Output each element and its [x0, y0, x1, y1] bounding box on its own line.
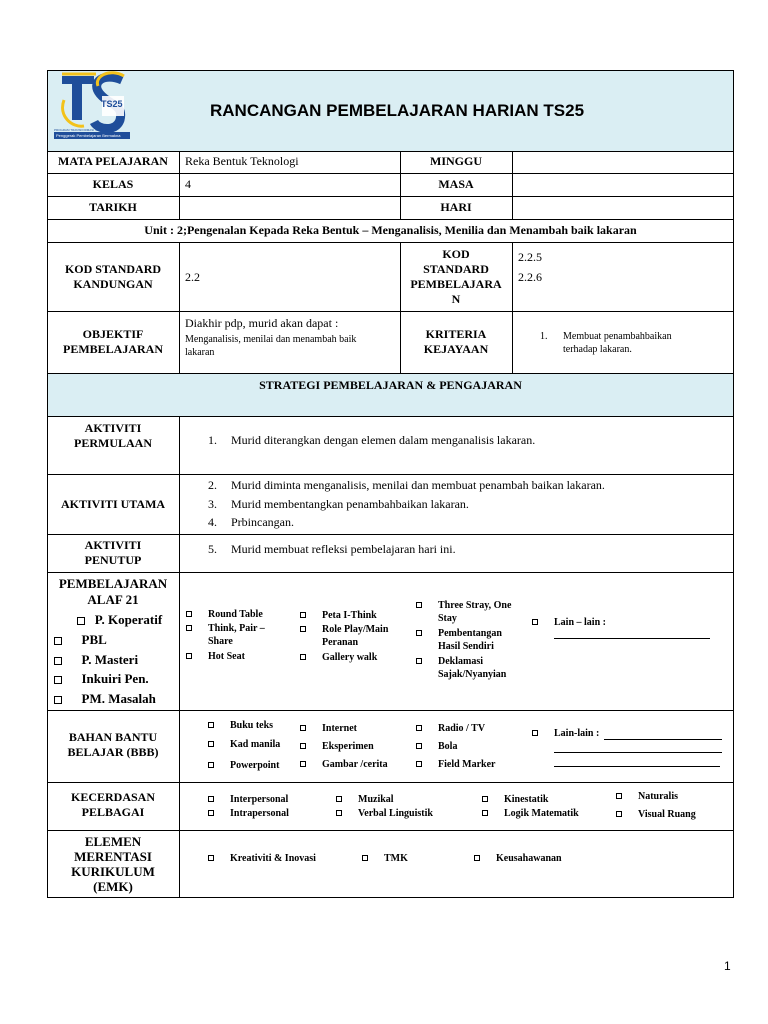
page-number: 1 [724, 959, 731, 973]
checkbox-icon[interactable] [54, 696, 62, 704]
objektif-line-1: Menganalisis, menilai dan menambah baik [185, 334, 357, 345]
bbb-label: BAHAN BANTU BELAJAR (BBB) [67, 730, 159, 759]
checkbox-icon[interactable] [186, 611, 192, 617]
checkbox-icon[interactable] [300, 654, 306, 660]
checkbox-icon[interactable] [208, 722, 214, 728]
checkbox-icon[interactable] [300, 743, 306, 749]
hari-label: HARI [440, 200, 472, 214]
checkbox-icon[interactable] [208, 762, 214, 768]
checkbox-icon[interactable] [416, 658, 422, 664]
kod-standard-kandungan-label: KOD STANDARD KANDUNGAN [64, 262, 162, 291]
checkbox-icon[interactable] [208, 855, 214, 861]
checkbox-icon[interactable] [482, 796, 488, 802]
aktiviti-utama-label: AKTIVITI UTAMA [60, 497, 166, 511]
checkbox-icon[interactable] [482, 810, 488, 816]
checkbox-icon[interactable] [54, 657, 62, 665]
checkbox-icon[interactable] [77, 617, 85, 625]
aktiviti-utama-num-4: 4. [208, 515, 217, 529]
checkbox-icon[interactable] [336, 796, 342, 802]
alaf21-item-inkuiri[interactable]: Inkuiri Pen. [54, 671, 149, 687]
kelas-value: 4 [185, 177, 191, 191]
alaf21-label: PEMBELAJARAN ALAF 21 [58, 576, 168, 607]
objektif-line-2: lakaran [185, 347, 215, 358]
kecerdasan-label: KECERDASAN PELBAGAI [70, 790, 155, 819]
checkbox-icon[interactable] [300, 612, 306, 618]
lain-lain-alaf21-line[interactable] [554, 638, 710, 639]
emk-label: ELEMEN MERENTASI KURIKULUM (EMK) [71, 834, 155, 894]
alaf21-item-masteri[interactable]: P. Masteri [54, 652, 138, 668]
alaf21-item-koperatif[interactable]: P. Koperatif [77, 612, 162, 628]
checkbox-icon[interactable] [54, 637, 62, 645]
checkbox-icon[interactable] [186, 625, 192, 631]
checkbox-icon[interactable] [416, 725, 422, 731]
strategi-title: STRATEGI PEMBELAJARAN & PENGAJARAN [259, 378, 522, 392]
aktiviti-utama-num-2: 2. [208, 478, 217, 492]
tarikh-label: TARIKH [89, 200, 137, 214]
checkbox-icon[interactable] [616, 793, 622, 799]
objektif-label: OBJEKTIF PEMBELAJARAN [62, 327, 163, 356]
alaf21-item-pbl[interactable]: PBL [54, 632, 107, 648]
aktiviti-utama-text-4: Prbincangan. [231, 515, 294, 529]
kod-standard-pembelajaran-label: KOD STANDARD PEMBELAJARA N [410, 247, 502, 306]
aktiviti-penutup-label: AKTIVITI PENUTUP [84, 538, 142, 567]
ts25-logo [54, 70, 130, 148]
lain-lain-bbb-line-1[interactable] [604, 739, 722, 740]
minggu-label: MINGGU [430, 154, 482, 168]
checkbox-icon[interactable] [186, 653, 192, 659]
kriteria-number: 1. [540, 331, 548, 342]
mata-pelajaran-value: Reka Bentuk Teknologi [185, 154, 299, 168]
aktiviti-utama-text-2: Murid diminta menganalisis, menilai dan membuat penambah baikan lakaran. [231, 478, 605, 492]
checkbox-icon[interactable] [300, 626, 306, 632]
lain-lain-bbb-line-3[interactable] [554, 766, 720, 767]
objektif-intro: Diakhir pdp, murid akan dapat : [185, 316, 339, 330]
kriteria-line-1: Membuat penambahbaikan [563, 331, 672, 342]
lain-lain-bbb-line-2[interactable] [554, 752, 722, 753]
page-title: RANCANGAN PEMBELAJARAN HARIAN TS25 [210, 101, 585, 120]
checkbox-icon[interactable] [208, 810, 214, 816]
aktiviti-permulaan-num-1: 1. [208, 433, 217, 447]
alaf21-item-masalah[interactable]: PM. Masalah [54, 691, 156, 707]
kriteria-line-2: terhadap lakaran. [563, 344, 632, 355]
aktiviti-permulaan-label: AKTIVITI PERMULAAN [74, 421, 152, 450]
checkbox-icon[interactable] [416, 761, 422, 767]
aktiviti-penutup-text-5: Murid membuat refleksi pembelajaran hari ini. [231, 542, 456, 556]
checkbox-icon[interactable] [54, 676, 62, 684]
unit-title: Unit : 2;Pengenalan Kepada Reka Bentuk – Menganalisis, Menilia dan Menambah baik lakaran [144, 223, 637, 237]
checkbox-icon[interactable] [416, 743, 422, 749]
checkbox-icon[interactable] [416, 630, 422, 636]
kod-standard-kandungan-value: 2.2 [185, 270, 200, 284]
masa-label: MASA [438, 177, 474, 191]
kod-standard-pembelajaran-value-1: 2.2.5 [518, 250, 542, 264]
checkbox-icon[interactable] [300, 725, 306, 731]
logo-tagline-text: Penggerak Pembelajaran Bermakna [56, 133, 121, 138]
aktiviti-penutup-num-5: 5. [208, 542, 217, 556]
kod-standard-pembelajaran-value-2: 2.2.6 [518, 270, 542, 284]
mata-pelajaran-label: MATA PELAJARAN [58, 154, 168, 168]
logo-caption: PROGRAM TRANSFORMASI SEKOLAH 2025 [54, 128, 117, 132]
checkbox-icon[interactable] [362, 855, 368, 861]
kriteria-kejayaan-label: KRITERIA KEJAYAAN [423, 327, 489, 356]
logo-text: TS25 [101, 99, 123, 109]
aktiviti-utama-text-3: Murid membentangkan penambahbaikan lakaran. [231, 497, 469, 511]
checkbox-icon[interactable] [208, 741, 214, 747]
checkbox-icon[interactable] [616, 811, 622, 817]
checkbox-icon[interactable] [208, 796, 214, 802]
aktiviti-utama-num-3: 3. [208, 497, 217, 511]
checkbox-icon[interactable] [336, 810, 342, 816]
kelas-label: KELAS [92, 177, 134, 191]
checkbox-icon[interactable] [532, 730, 538, 736]
checkbox-icon[interactable] [300, 761, 306, 767]
checkbox-icon[interactable] [474, 855, 480, 861]
checkbox-icon[interactable] [416, 602, 422, 608]
aktiviti-permulaan-text-1: Murid diterangkan dengan elemen dalam menganalisis lakaran. [231, 433, 536, 447]
checkbox-icon[interactable] [532, 619, 538, 625]
